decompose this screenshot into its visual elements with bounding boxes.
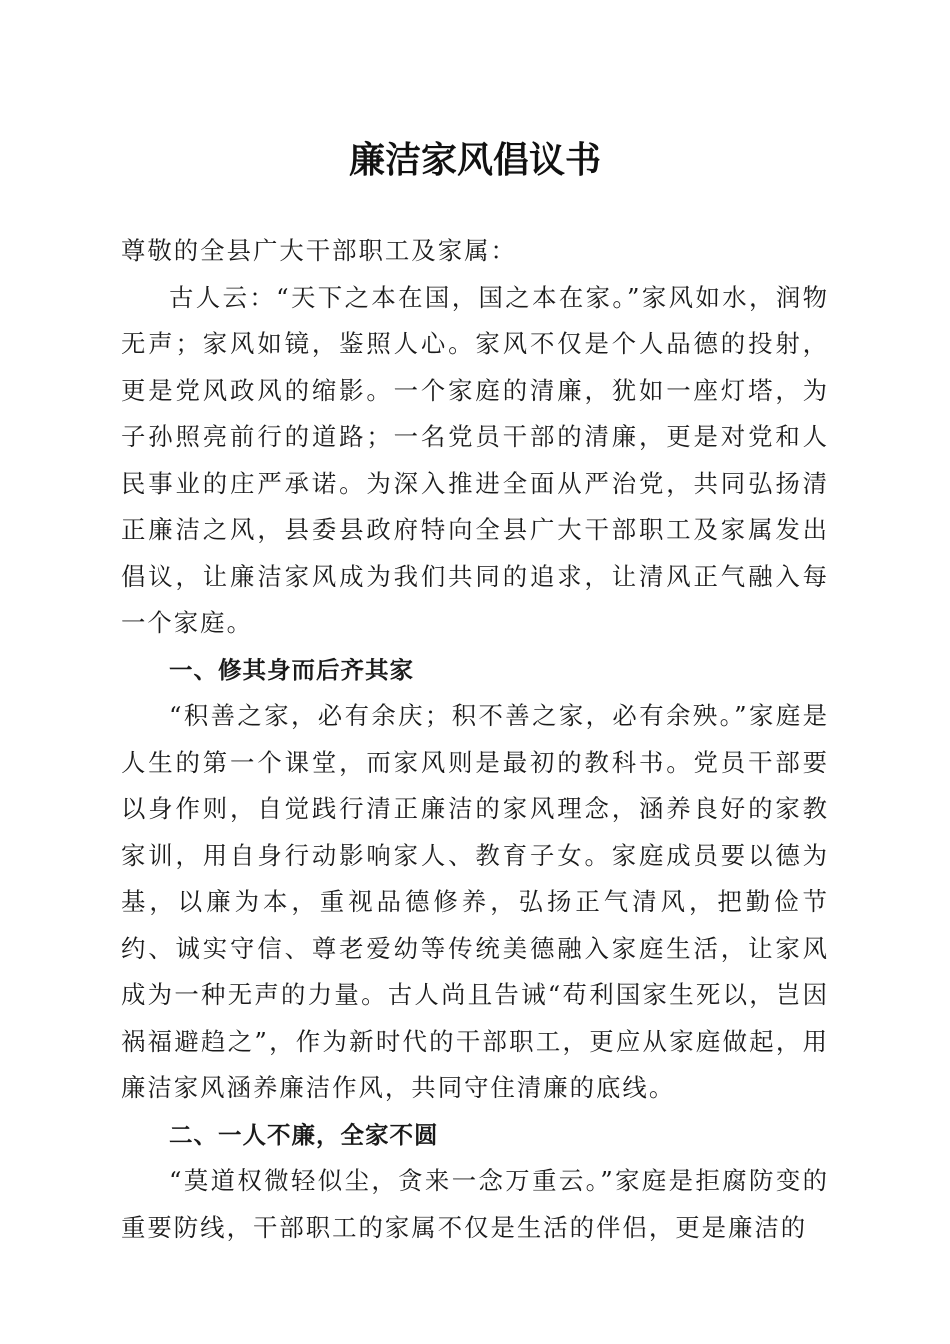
intro-paragraph: 古人云：“天下之本在国，国之本在家。”家风如水，润物无声；家风如镜，鉴照人心。家风不仅是个人品德的投射，更是党风政风的缩影。一个家庭的清廉，犹如一座灯塔，为子孙照亮前行的道路；一名党员干部的清廉，更是对党和人民事业的庄严承诺。为深入推进全面从严治党，共同弘扬清正廉洁之风，县委县政府特向全县广大干部职工及家属发出倡议，让廉洁家风成为我们共同的追求，让清风正气融入每一个家庭。 [121, 282, 829, 637]
section-paragraph-1: “积善之家，必有余庆；积不善之家，必有余殃。”家庭是人生的第一个课堂，而家风则是最初的教科书。党员干部要以身作则，自觉践行清正廉洁的家风理念，涵养良好的家教家训，用自身行动影响家人、教育子女。家庭成员要以德为基，以廉为本，重视品德修养，弘扬正气清风，把勤俭节约、诚实守信、尊老爱幼等传统美德融入家庭生活，让家风成为一种无声的力量。古人尚且告诫“苟利国家生死以，岂因祸福避趋之”，作为新时代的干部职工，更应从家庭做起，用廉洁家风涵养廉洁作风，共同守住清廉的底线。 [121, 701, 829, 1102]
salutation: 尊敬的全县广大干部职工及家属： [121, 236, 517, 265]
section-paragraph-2: “莫道权微轻似尘，贪来一念万重云。”家庭是拒腐防变的重要防线，干部职工的家属不仅是生活的伴侣，更是廉洁的 [121, 1166, 829, 1242]
section-heading-1: 一、修其身而后齐其家 [169, 655, 414, 684]
section-heading-2: 二、一人不廉，全家不圆 [169, 1120, 439, 1149]
document-body [121, 228, 829, 1251]
document-title: 廉洁家风倡议书 [348, 139, 601, 181]
